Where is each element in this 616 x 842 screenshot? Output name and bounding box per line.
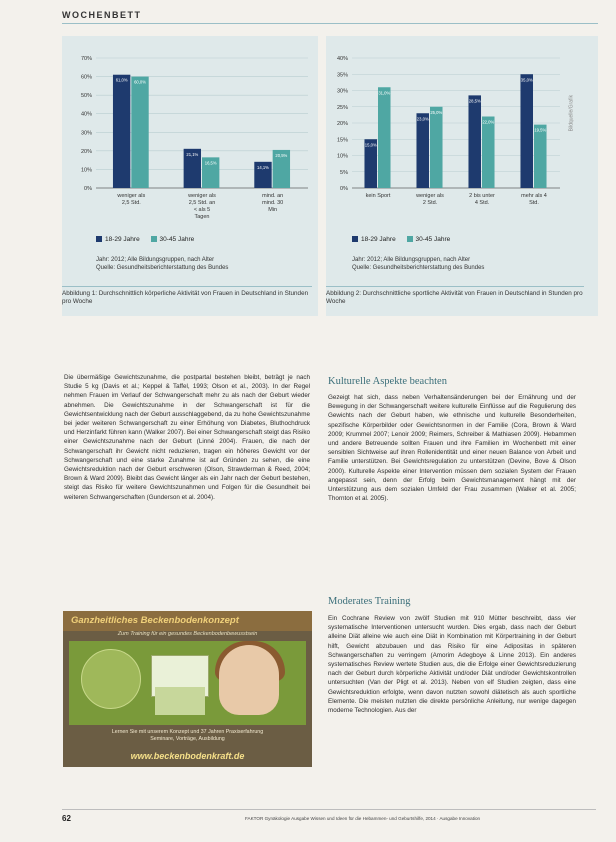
ad-body: Lernen Sie mit unserem Konzept und 37 Jahren Praxiserfahrung Seminare, Vorträge, Ausbildung	[111, 729, 264, 742]
data-label: 20,5%	[275, 152, 288, 158]
body-text-right-1: Gezeigt hat sich, dass neben Verhaltensänderungen bei der Ernährung und der Bewegung in der Schwangerschaft weitere kulturelle Einflüsse auf die Regulierung des Gewichts nach der Geburt haben, wie ethnische und kulturelle Besonderheiten, spezifische Körperbilder oder Gewichtsnormen in der Familie (Cora, Brown & Ward 2009; Krummel 2007; Lenoir 2009; Reimers, Schreiber & Mathiasen 2009). Hebammen und andere Betreuende sollten Frauen und ihre Familien im Wochenbett mit einer sensiblen Sichtweise auf ihren Rollenidentität und einer neuen Balance von Arbeit und Familie unterstützen. Bei Gewichtsregulation zu unterstützen (Devine, Bove & Olson 2000). Kulturelle Aspekte einer Intervention müssen dem sozialen System der Frauen angepasst sein, denn der Erfolg beim Gewichtsmanagement hängt mit der Unterstützung aus dem sozialen Umfeld der Frau zusammen (Walker et al. 2005; Thornton et al. 2005).	[328, 394, 576, 503]
ad-subtitle: Zum Training für ein gesundes Beckenbodenbewusstsein	[117, 631, 258, 637]
x-tick-label: weniger als	[188, 193, 216, 199]
bar	[131, 77, 148, 188]
x-tick-label: mind. 30	[262, 200, 284, 206]
y-tick-label: 5%	[340, 169, 348, 176]
y-tick-label: 0%	[84, 186, 92, 192]
chart-2-legend	[352, 236, 450, 243]
y-tick-label: 25%	[336, 104, 348, 111]
chart-1	[62, 36, 318, 316]
legend-label: 30-45 Jahre	[159, 236, 195, 243]
bar	[113, 75, 130, 188]
legend-label: 30-45 Jahre	[415, 236, 451, 243]
woman-face-image	[219, 645, 279, 715]
section-header: WOCHENBETT	[62, 10, 142, 20]
y-tick-label: 0%	[340, 186, 348, 192]
data-label: 19,5%	[534, 127, 547, 133]
bar	[430, 107, 443, 188]
heading-moderate-training: Moderates Training	[328, 596, 411, 607]
bar	[534, 125, 547, 188]
y-tick-label: 15%	[336, 137, 348, 144]
bar	[378, 87, 391, 188]
legend-swatch	[407, 236, 413, 242]
page-number: 62	[62, 814, 71, 823]
data-label: 60,0%	[134, 79, 146, 85]
legend-swatch	[96, 236, 102, 242]
chart-1-source: Jahr: 2012; Alle Bildungsgruppen, nach Alter Quelle: Gesundheitsberichterstattung des Bundes	[96, 257, 229, 271]
data-label: 16,5%	[204, 160, 217, 166]
x-tick-label: kein Sport	[365, 193, 391, 199]
x-tick-label: 4 Std.	[474, 200, 490, 206]
x-tick-label: Min	[268, 207, 278, 213]
x-tick-label: 2 Std.	[422, 200, 438, 206]
bar	[468, 95, 481, 188]
y-tick-label: 10%	[336, 153, 348, 160]
y-tick-label: 40%	[336, 56, 348, 62]
bar	[482, 117, 495, 189]
x-tick-label: mind. an	[262, 193, 284, 199]
data-label: 35,0%	[520, 77, 533, 83]
advertisement[interactable]	[63, 611, 312, 767]
product-box-image	[155, 687, 205, 715]
legend-swatch	[352, 236, 358, 242]
bar	[416, 113, 429, 188]
y-tick-label: 70%	[80, 56, 92, 62]
data-label: 61,0%	[115, 77, 128, 83]
figure-1-caption: Abbildung 1: Durchschnittlich körperliche Aktivität von Frauen in Deutschland in Stunden pro Woche	[62, 286, 312, 306]
ad-url-link[interactable]: www.beckenbodenkraft.de	[130, 751, 245, 761]
figure-1	[62, 36, 318, 316]
chart-2	[326, 36, 598, 316]
data-label: 21,1%	[186, 151, 199, 157]
y-tick-label: 20%	[336, 121, 348, 127]
exercise-ball-image	[81, 649, 141, 709]
x-tick-label: Std.	[529, 200, 539, 206]
body-text-left: Die übermäßige Gewichtszunahme, die postpartal bestehen bleibt, beträgt je nach Studie 5 kg (Davis et al.; Keppel & Taffel, 1993; Olson et al., 2003). In der Regel nehmen Frauen im Verlauf der Schwangerschaft mehr zu als nach der Geburt wieder abnehmen. Die Gewichtszunahme in der Schwangerschaft ist für die Gewichtsentwicklung nach der Geburt ausschlaggebend, da zu hohe Gewichtszunahme bei jeder weiteren Schwangerschaft zu einer Erhöhung von Diabetes, Bluthochdruck und Herzinfarkt führen kann (Walker 2007). Bei einer Schwangerschaft steigt das Risiko einer Gewichtszunahme nach der Geburt (Linné 2004). Frauen, die nach der Schwangerschaft ihr Gewicht nicht reduzieren, tragen ein höheres Gewicht vor der Schwangerschaft und eine starke Zunahme ist auf Gründen zu sehen, die eine Gewichtsreduktion nach der Geburt erschweren (Olson, Strawderman & Reed, 2004; Brown & Ward 2009). Bleibt das Gewicht länger als ein Jahr nach der Geburt bestehen, steigt das Risiko für weitere Gewichtszunahmen und Folgen für die Gesundheit bei weiteren Schwangerschaften (Gunderson et al. 2004).	[64, 374, 310, 501]
ad-photo	[69, 641, 306, 725]
data-label: 15,0%	[364, 142, 377, 148]
x-tick-label: 2 bis unter	[469, 193, 495, 199]
x-tick-label: 2,5 Std. an	[188, 200, 216, 206]
chart-2-source: Jahr: 2012; Alle Bildungsgruppen, nach Alter Quelle: Gesundheitsberichterstattung des Bundes	[352, 257, 485, 271]
bar	[520, 74, 533, 188]
legend-label: 18-29 Jahre	[361, 236, 396, 243]
y-tick-label: 60%	[80, 74, 92, 81]
y-tick-label: 40%	[80, 111, 92, 118]
y-tick-label: 20%	[80, 148, 92, 155]
y-tick-label: 35%	[336, 72, 348, 79]
body-text-right-2: Ein Cochrane Review von zwölf Studien mit 910 Mütter beschreibt, dass vier systematische Interventionen untersucht wurden. Dies ergab, dass nach der Geburt alleine Diät alleine wie auch eine Diät in Kombination mit Körpertraining in der Geburt hilft, Gewicht abzubauen und das Risiko für eine Adipositas in späteren Schwangerschaften zu verringern (Amorim Adegboye & Linne 2013). Ein anderes systematisches Review wertete Studien aus, die die Erfolge einer Gewichtsreduzierung nach der Geburt durch körperliche Aktivität und/oder Diät und/oder Gewichtskontrollen untersuchten (Van der Pligt et al. 2013). Neben von elf Studien zeigten, dass eine Gewichtsreduktion erfolgte, wenn davon nutzten sowohl diätetisch als auch sportliche Elemente. Die meisten nutzten die direkte persönliche Anleitung, nur wenige dagegen moderne Technologien. Aus der	[328, 615, 576, 715]
data-label: 22,0%	[482, 119, 495, 125]
data-label: 28,5%	[468, 98, 481, 104]
heading-cultural-aspects: Kulturelle Aspekte beachten	[328, 376, 447, 387]
data-label: 31,0%	[378, 90, 391, 96]
footer-publication: FAKTOR Gynäkologie Ausgabe Wissen und Ideen für die Hebammen- und Geburtshilfe, 2014 · Ausgabe Innovation	[245, 816, 481, 821]
x-tick-label: mehr als 4	[521, 193, 547, 199]
data-label: 14,1%	[257, 164, 269, 170]
chart-1-legend	[96, 236, 194, 243]
ad-title: Ganzheitliches Beckenbodenkonzept	[71, 615, 239, 626]
figure-2	[326, 36, 598, 316]
x-tick-label: weniger als	[117, 193, 146, 199]
x-tick-label: weniger als	[416, 193, 444, 199]
x-tick-label: Tagen	[194, 214, 210, 220]
header-rule	[62, 23, 598, 24]
legend-label: 18-29 Jahre	[105, 236, 140, 243]
data-label: 23,0%	[416, 116, 429, 122]
y-tick-label: 50%	[80, 93, 92, 100]
y-tick-label: 30%	[80, 130, 92, 137]
footer-rule	[62, 809, 596, 810]
legend-swatch	[151, 236, 157, 242]
figure-2-caption: Abbildung 2: Durchschnittliche sportliche Aktivität von Frauen in Deutschland in Stunden pro Woche	[326, 286, 584, 306]
data-label: 25,0%	[430, 109, 443, 115]
x-tick-label: 2,5 Std.	[121, 200, 141, 206]
y-tick-label: 30%	[336, 88, 348, 95]
image-credit: Bildquelle/Grafik	[568, 95, 574, 132]
y-tick-label: 10%	[80, 167, 92, 174]
x-tick-label: < als 5	[193, 207, 211, 213]
